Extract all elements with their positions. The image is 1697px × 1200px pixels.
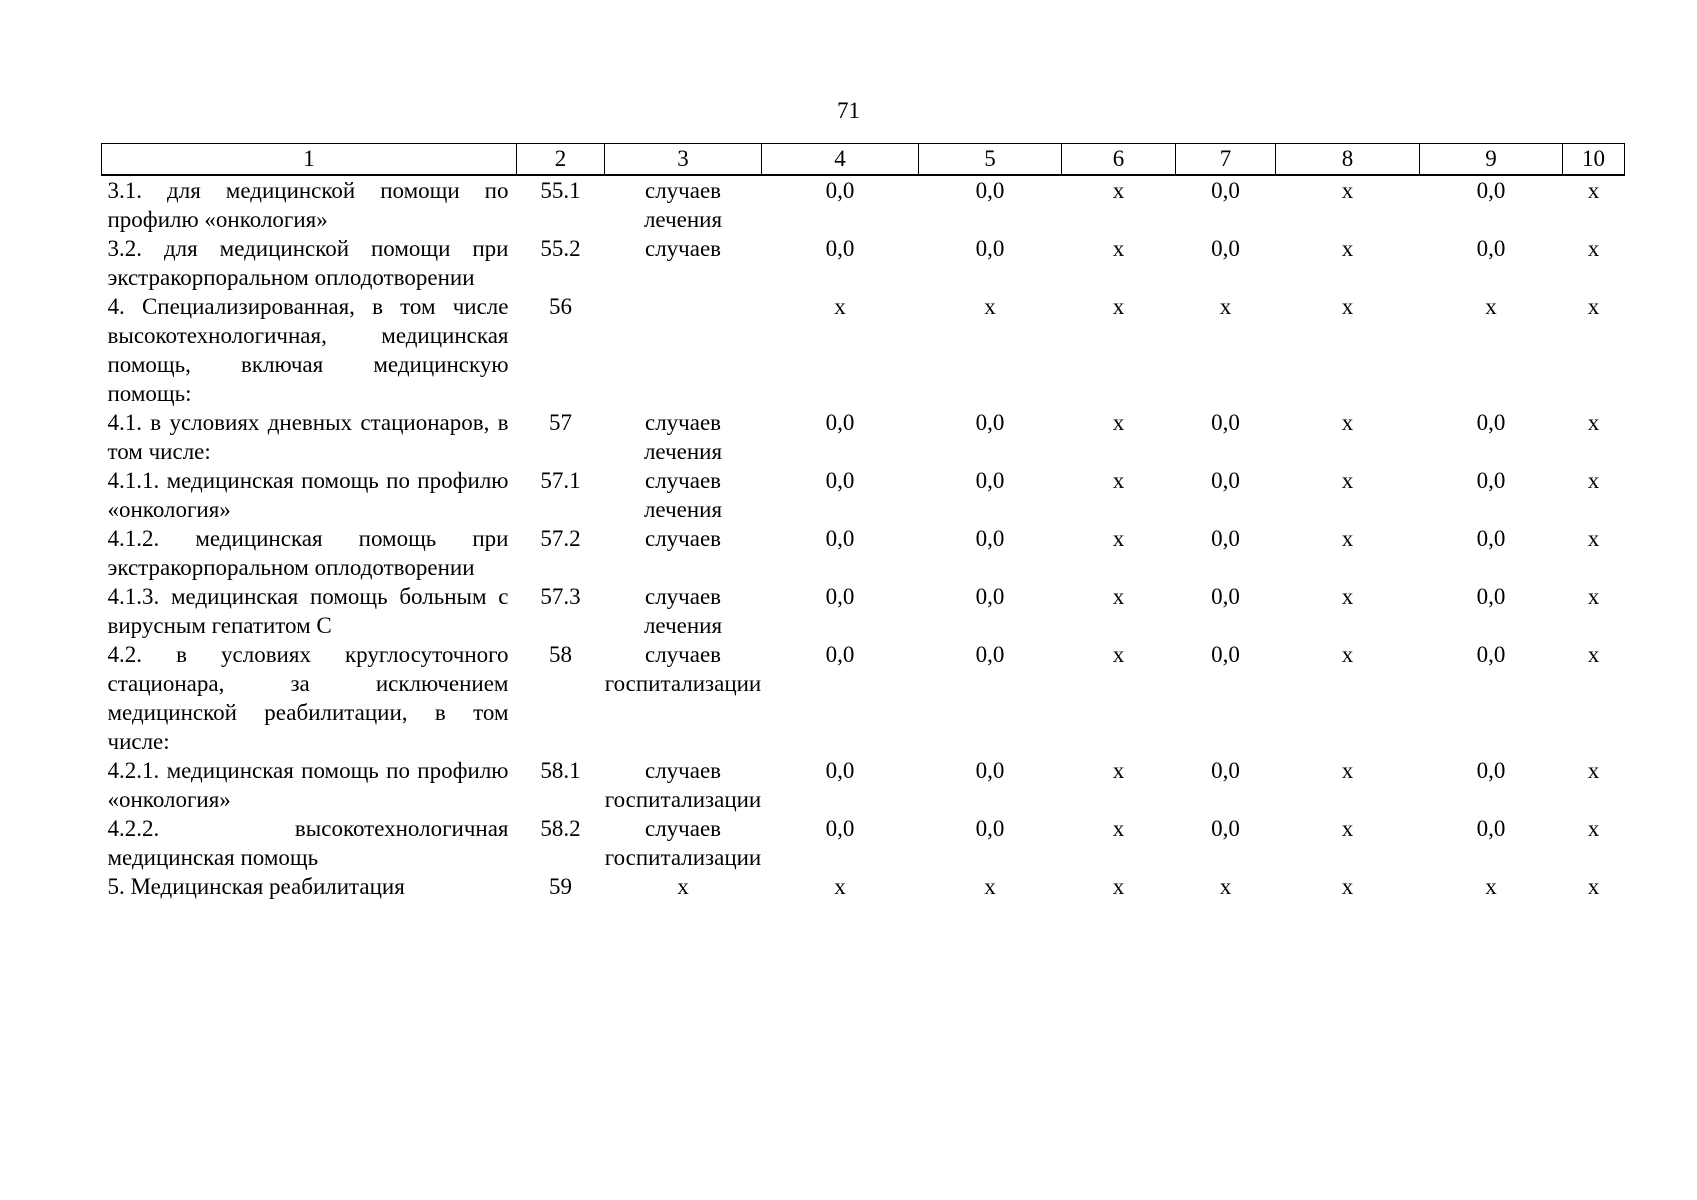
row-value-cell: 0,0 xyxy=(1211,236,1240,261)
row-value-cell: 0,0 xyxy=(975,410,1005,435)
row-code-cell: 58.2 xyxy=(540,816,581,841)
row-code-cell: 55.1 xyxy=(540,178,581,203)
table-row xyxy=(102,175,1625,234)
row-name-cell: 3.2. для медицинской помощи при экстракорпоральном оплодотворении xyxy=(107,236,509,290)
row-value-cell: х xyxy=(1112,758,1125,783)
row-value-cell: х xyxy=(1341,410,1354,435)
row-value-cell: х xyxy=(1219,874,1232,899)
row-unit-cell: случаев лечения xyxy=(643,468,723,522)
row-value-cell: 0,0 xyxy=(1211,584,1240,609)
row-value-cell: х xyxy=(1341,526,1354,551)
row-value-cell: х xyxy=(1587,874,1600,899)
row-name-cell: 4.2.1. медицинская помощь по профилю «онкология» xyxy=(107,758,509,812)
row-unit-cell: случаев лечения xyxy=(643,584,723,638)
row-unit-cell xyxy=(605,292,762,408)
row-name-cell: 4.1.3. медицинская помощь больным с вирусным гепатитом С xyxy=(107,584,509,638)
table-row xyxy=(102,524,1625,582)
row-code-cell: 57.1 xyxy=(540,468,581,493)
row-value-cell: 0,0 xyxy=(1476,758,1506,783)
row-value-cell: 0,0 xyxy=(825,758,855,783)
row-name-cell: 4. Специализированная, в том числе высокотехнологичная, медицинская помощь, включая медицинскую помощь: xyxy=(107,294,509,406)
row-value-cell: х xyxy=(1485,874,1497,899)
table-row xyxy=(102,466,1625,524)
table-row xyxy=(102,872,1625,901)
row-code-cell: 57.2 xyxy=(540,526,581,551)
row-value-cell: 0,0 xyxy=(1211,642,1240,667)
row-value-cell: х xyxy=(1112,642,1125,667)
row-value-cell: х xyxy=(1341,178,1354,203)
row-value-cell: 0,0 xyxy=(975,236,1005,261)
row-value-cell: х xyxy=(1485,294,1497,319)
row-value-cell: х xyxy=(1341,816,1354,841)
row-name-cell: 4.1.1. медицинская помощь по профилю «онкология» xyxy=(107,468,509,522)
row-value-cell: 0,0 xyxy=(825,410,855,435)
row-value-cell: х xyxy=(834,874,846,899)
table-row xyxy=(102,234,1625,292)
row-value-cell: 0,0 xyxy=(975,526,1005,551)
row-unit-cell: случаев лечения xyxy=(643,410,723,464)
row-value-cell: х xyxy=(1587,236,1600,261)
row-value-cell: х xyxy=(1112,526,1125,551)
row-value-cell: х xyxy=(1587,468,1600,493)
row-name-cell: 4.1. в условиях дневных стационаров, в том числе: xyxy=(107,410,509,464)
row-value-cell: х xyxy=(1112,236,1125,261)
row-unit-cell: случаев xyxy=(644,236,722,261)
row-code-cell: 56 xyxy=(549,294,572,319)
row-value-cell: х xyxy=(1341,758,1354,783)
row-unit-cell: случаев госпитализации xyxy=(604,642,762,696)
column-header: 7 xyxy=(1176,144,1276,176)
row-value-cell: 0,0 xyxy=(1211,468,1240,493)
row-value-cell: х xyxy=(1341,294,1354,319)
row-value-cell: 0,0 xyxy=(1211,410,1240,435)
row-value-cell: х xyxy=(1587,526,1600,551)
table-row xyxy=(102,292,1625,408)
row-name-cell: 3.1. для медицинской помощи по профилю «онкология» xyxy=(107,178,509,232)
header-row xyxy=(102,144,1625,176)
column-header: 6 xyxy=(1062,144,1176,176)
row-value-cell: х xyxy=(984,874,996,899)
data-table xyxy=(101,143,1625,901)
column-header: 3 xyxy=(605,144,762,176)
row-code-cell: 57 xyxy=(549,410,572,435)
row-value-cell: х xyxy=(1112,584,1125,609)
row-value-cell: 0,0 xyxy=(1476,642,1506,667)
row-value-cell: 0,0 xyxy=(825,468,855,493)
table-row xyxy=(102,640,1625,756)
row-value-cell: х xyxy=(1112,468,1125,493)
column-header: 4 xyxy=(762,144,919,176)
row-value-cell: 0,0 xyxy=(825,816,855,841)
row-value-cell: х xyxy=(1112,410,1125,435)
row-code-cell: 57.3 xyxy=(540,584,581,609)
row-value-cell: 0,0 xyxy=(1211,816,1240,841)
row-value-cell: х xyxy=(834,294,846,319)
column-header: 2 xyxy=(517,144,605,176)
row-unit-cell: случаев лечения xyxy=(643,178,723,232)
row-value-cell: х xyxy=(1112,816,1125,841)
row-value-cell: х xyxy=(1587,410,1600,435)
row-value-cell: 0,0 xyxy=(825,584,855,609)
row-value-cell: х xyxy=(1219,294,1232,319)
row-value-cell: 0,0 xyxy=(1476,410,1506,435)
row-unit-cell: случаев xyxy=(644,526,722,551)
row-code-cell: 58.1 xyxy=(540,758,581,783)
row-value-cell: 0,0 xyxy=(825,526,855,551)
row-value-cell: 0,0 xyxy=(1476,468,1506,493)
row-value-cell: х xyxy=(1112,178,1125,203)
row-code-cell: 55.2 xyxy=(540,236,581,261)
row-value-cell: х xyxy=(1112,874,1125,899)
row-code-cell: 59 xyxy=(549,874,572,899)
row-value-cell: 0,0 xyxy=(825,236,855,261)
table-body xyxy=(102,175,1625,901)
table-row xyxy=(102,814,1625,872)
row-value-cell: 0,0 xyxy=(975,816,1005,841)
row-name-cell: 5. Медицинская реабилитация xyxy=(107,874,405,899)
row-value-cell: 0,0 xyxy=(1476,526,1506,551)
row-code-cell: 58 xyxy=(549,642,572,667)
column-header: 5 xyxy=(919,144,1062,176)
row-value-cell: х xyxy=(1341,236,1354,261)
column-header: 10 xyxy=(1563,144,1625,176)
row-value-cell: х xyxy=(1587,178,1600,203)
row-value-cell: х xyxy=(1341,874,1354,899)
row-value-cell: 0,0 xyxy=(975,584,1005,609)
row-name-cell: 4.1.2. медицинская помощь при экстракорпоральном оплодотворении xyxy=(107,526,509,580)
row-value-cell: х xyxy=(1341,584,1354,609)
column-header: 9 xyxy=(1420,144,1563,176)
row-value-cell: х xyxy=(1587,642,1600,667)
row-name-cell: 4.2.2. высокотехнологичная медицинская помощь xyxy=(107,816,509,870)
row-name-cell: 4.2. в условиях круглосуточного стационара, за исключением медицинской реабилитации, в том числе: xyxy=(107,642,509,754)
column-header: 8 xyxy=(1276,144,1420,176)
row-unit-cell: случаев госпитализации xyxy=(604,816,762,870)
row-value-cell: х xyxy=(1587,758,1600,783)
row-value-cell: х xyxy=(1587,584,1600,609)
row-value-cell: 0,0 xyxy=(825,178,855,203)
row-value-cell: 0,0 xyxy=(975,642,1005,667)
table-row xyxy=(102,756,1625,814)
row-value-cell: х xyxy=(1341,642,1354,667)
row-value-cell: 0,0 xyxy=(1476,178,1506,203)
table-row xyxy=(102,408,1625,466)
page-number: 71 xyxy=(837,98,860,123)
table-row xyxy=(102,582,1625,640)
row-value-cell: 0,0 xyxy=(975,178,1005,203)
row-value-cell: 0,0 xyxy=(1211,526,1240,551)
row-value-cell: 0,0 xyxy=(975,468,1005,493)
row-value-cell: 0,0 xyxy=(1476,584,1506,609)
row-value-cell: 0,0 xyxy=(975,758,1005,783)
row-value-cell: х xyxy=(1112,294,1125,319)
row-value-cell: х xyxy=(984,294,996,319)
row-value-cell: х xyxy=(1341,468,1354,493)
row-value-cell: 0,0 xyxy=(1476,816,1506,841)
row-value-cell: х xyxy=(1587,294,1600,319)
row-value-cell: 0,0 xyxy=(1211,178,1240,203)
row-value-cell: 0,0 xyxy=(1476,236,1506,261)
row-value-cell: 0,0 xyxy=(1211,758,1240,783)
row-unit-cell: случаев госпитализации xyxy=(604,758,762,812)
column-header: 1 xyxy=(102,144,517,176)
row-value-cell: 0,0 xyxy=(825,642,855,667)
row-unit-cell: х xyxy=(677,874,689,899)
row-value-cell: х xyxy=(1587,816,1600,841)
